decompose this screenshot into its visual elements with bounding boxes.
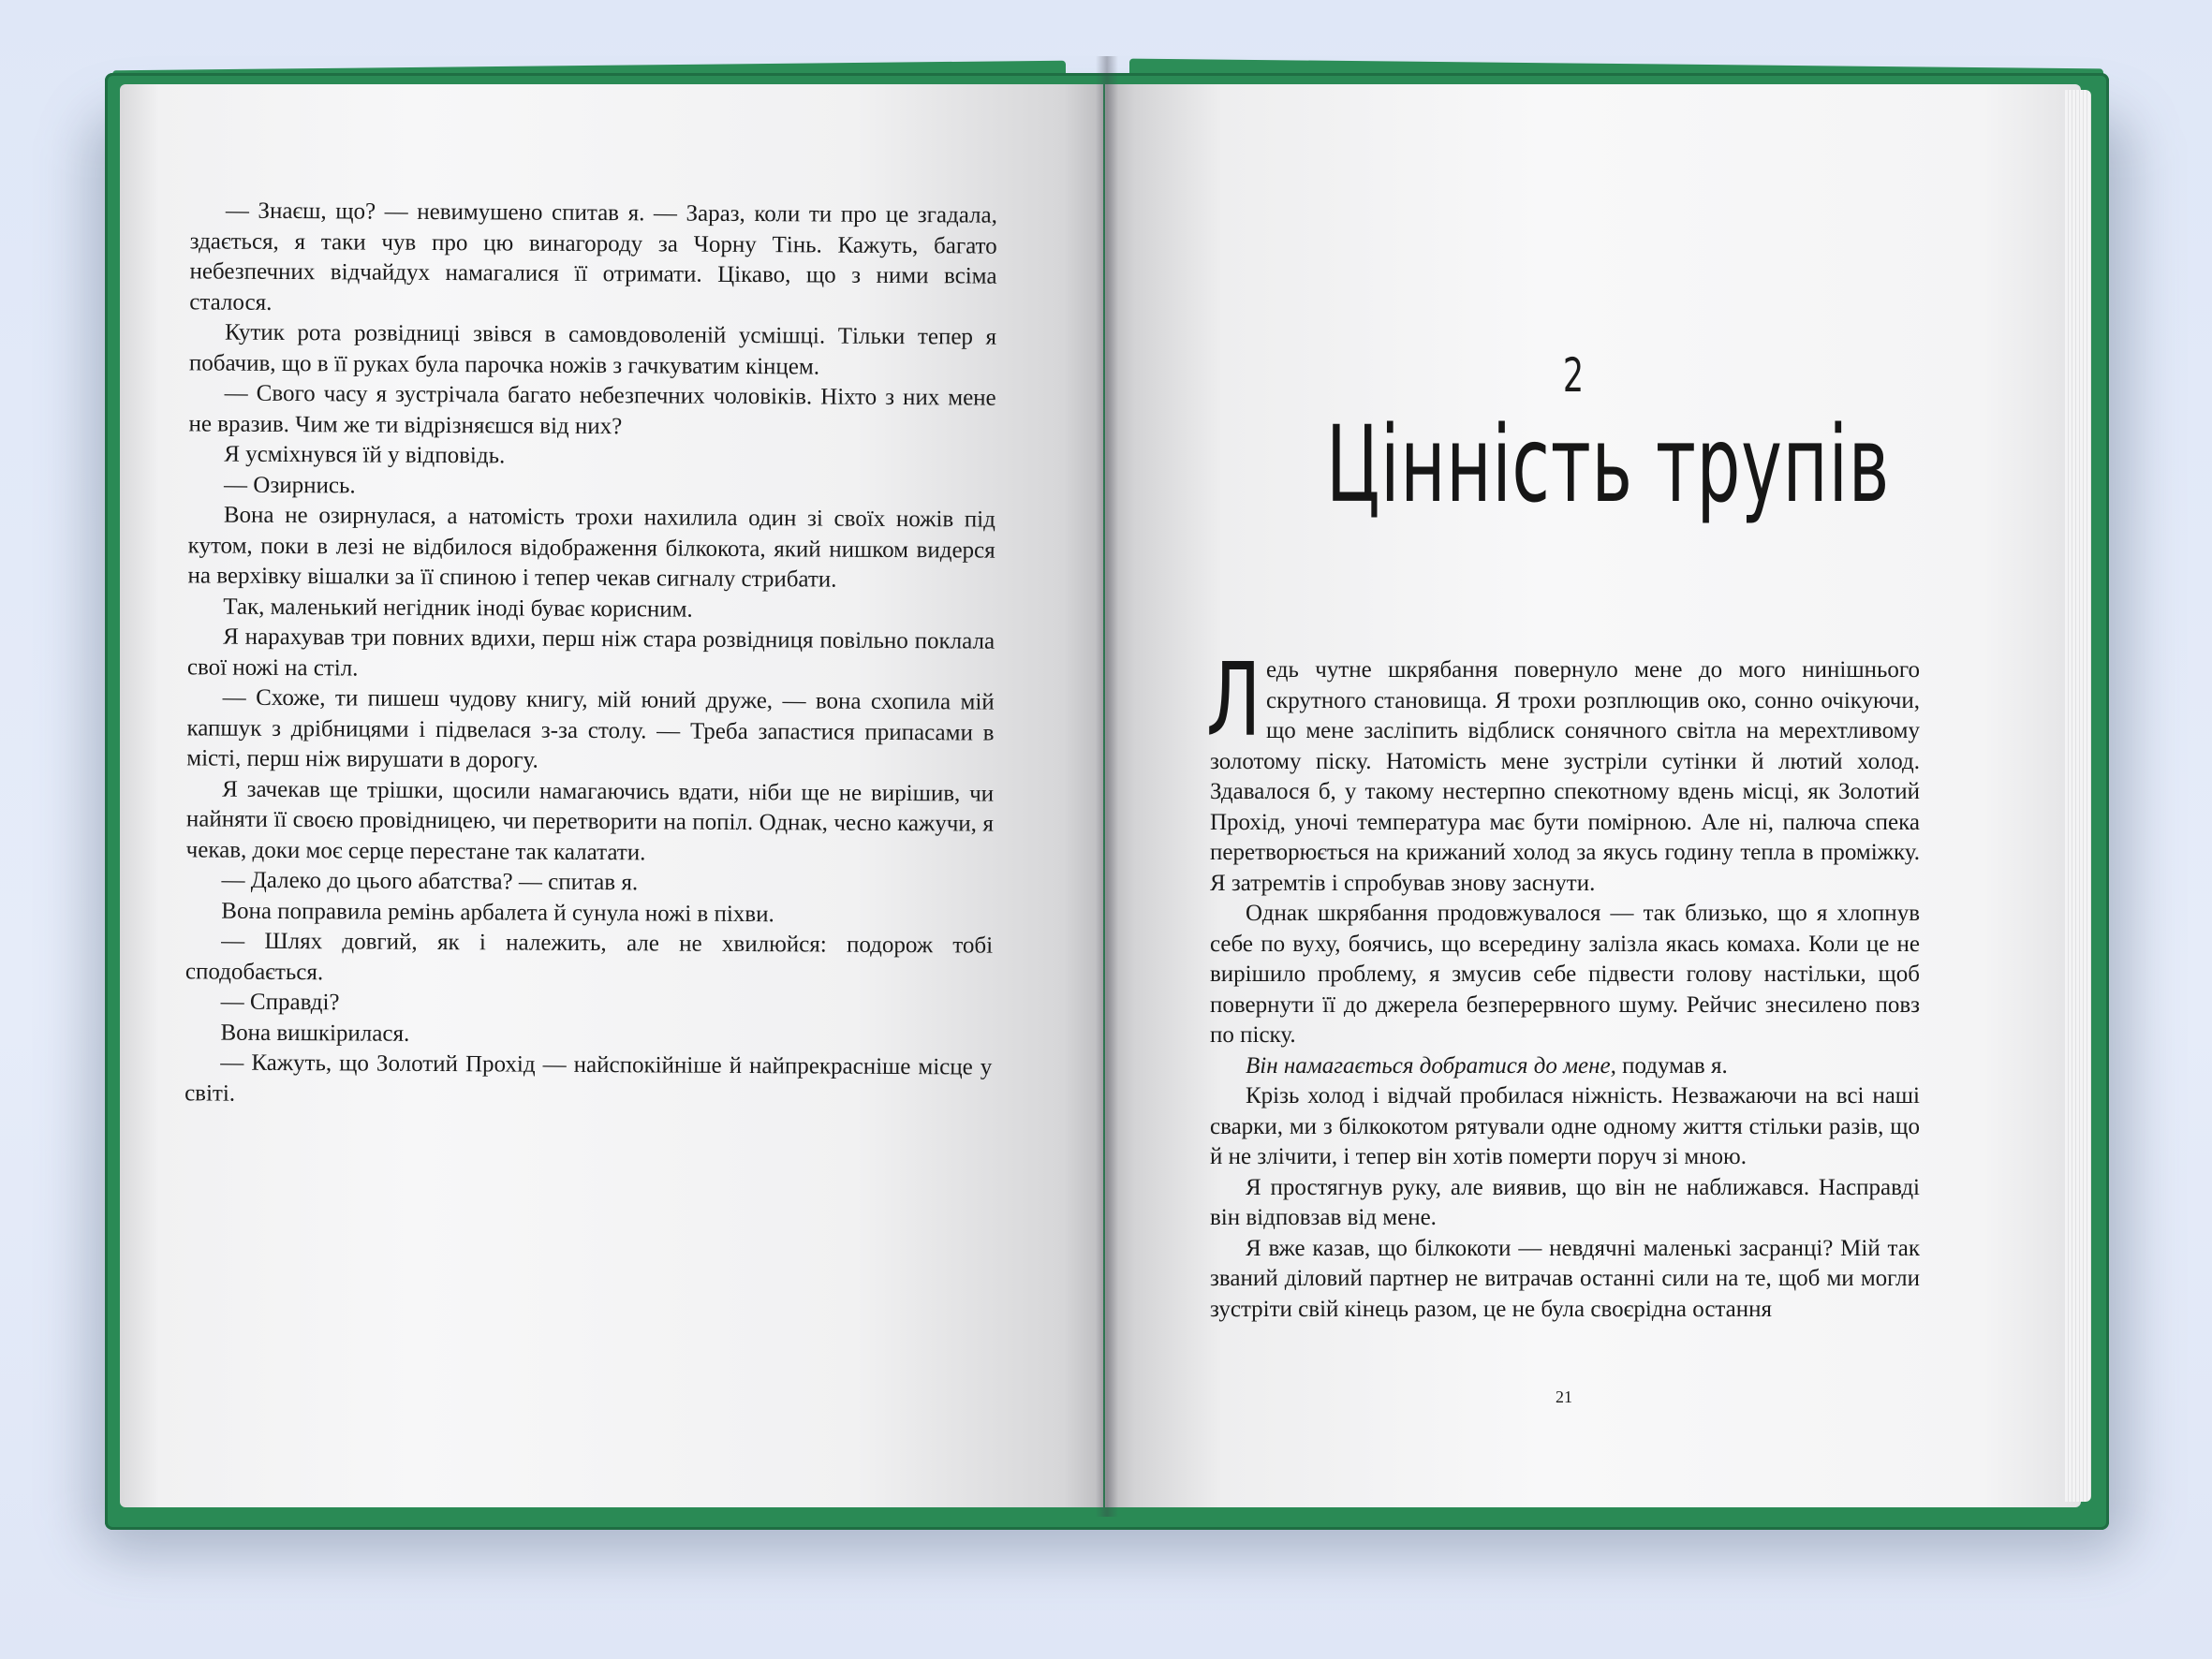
left-page-text bbox=[184, 196, 997, 1113]
page-number: 21 bbox=[1556, 1387, 1572, 1406]
italic-thought: Він намагається добратися до мене, bbox=[1246, 1052, 1616, 1079]
paragraph: Я усміхнувся їй у відповідь. bbox=[224, 441, 506, 469]
paragraph: Так, маленький негідник іноді буває корисним. bbox=[223, 594, 693, 623]
paragraph: — Свого часу я зустрічала багато небезпечних чоловіків. Ніхто з них мене не вразив. Чим же ти відрізняєшся від них? bbox=[188, 380, 996, 439]
page-stack-edge bbox=[2065, 90, 2091, 1502]
paragraph: — Шлях довгий, як і належить, але не хвилюйся: подорож тобі сподобається. bbox=[184, 928, 994, 985]
right-page-text bbox=[1206, 642, 1920, 1325]
paragraph: — Схоже, ти пишеш чудову книгу, мій юний друже, — вона схопила мій капшук з дрібницями і підвелася з-за столу. — Треба запастися припасами в місті, перш ніж вирушати в дорогу. bbox=[186, 684, 995, 773]
chapter-title: Цінність трупів bbox=[1326, 404, 1890, 526]
paragraph: — Знаєш, що? — невимушено спитав я. — Зараз, коли ти про це згадала, здається, я таки чув про цю винагороду за Чорну Тінь. Кажуть, багато небезпечних відчайдух намагалися її отримати. Цікаво, що з ними всіма сталося. bbox=[189, 198, 997, 316]
first-paragraph-text: едь чутне шкрябання повернуло мене до мого нинішнього скрутного становища. Я трохи розплющив око, сонно очікуючи, що мене засліпить відблиск сонячного світла на мерехтливому золотому піску. Натомість мене зустріли сутінки й лютий холод. Здавалося б, у такому нестерпно спекотному вдень місці, як Золотий Прохід, уночі температура має бути помірною. Але ні, палюча спека перетворюється на крижаний холод за якусь годину тепла в проміжку. Я затремтів і спробував знову заснути. bbox=[1210, 657, 1920, 896]
paragraph: Кутик рота розвідниці звівся в самовдоволеній усмішці. Тільки тепер я побачив, що в її руках була парочка ножів з гачкуватим кінцем. bbox=[188, 319, 997, 379]
chapter-number: 2 bbox=[1562, 348, 1585, 403]
drop-cap: Л bbox=[1206, 642, 1261, 759]
paragraph: — Кажуть, що Золотий Прохід — найспокійніше й найпрекрасніше місце у світі. bbox=[184, 1050, 993, 1107]
first-paragraph bbox=[1206, 642, 1920, 899]
paragraph: Я простягнув руку, але виявив, що він не наближався. Насправді він відповзав від мене. bbox=[1210, 1174, 1920, 1230]
paragraph: — Справді? bbox=[220, 989, 340, 1016]
paragraph-tail: подумав я. bbox=[1615, 1052, 1728, 1079]
paragraph: Я зачекав ще трішки, щосили намагаючись вдати, ніби ще не вирішив, чи найняти її своєю провідницею, чи перетворити на попіл. Однак, чесно кажучи, я чекав, доки моє серце перестане так калатати. bbox=[185, 776, 995, 865]
paragraph: Крізь холод і відчай пробилася ніжність. Незважаючи на всі наші сварки, ми з білкокотом рятували одне одному життя стільки разів, що й не злічити, і тепер він хотів померти поруч зі мною. bbox=[1210, 1083, 1920, 1169]
paragraph: Я нарахував три повних вдихи, перш ніж стара розвідниця повільно поклала свої ножі на стіл. bbox=[186, 624, 995, 681]
paragraph: Вона не озирнулася, а натомість трохи нахилила один зі своїх ножів під кутом, поки в лезі не відбилося відображення білкокота, який нишком видерся на верхівку вішалки за її спиною і тепер чекав сигналу стрибати. bbox=[187, 502, 995, 593]
paragraph: — Далеко до цього абатства? — спитав я. bbox=[221, 867, 639, 896]
paragraph: Вона поправила ремінь арбалета й сунула ножі в піхви. bbox=[221, 898, 774, 927]
paragraph: — Озирнись. bbox=[224, 472, 356, 498]
paragraph bbox=[1210, 1051, 1920, 1082]
paragraph: Вона вишкірилася. bbox=[220, 1020, 410, 1047]
paragraph: Я вже казав, що білкокоти — невдячні маленькі засранці? Мій так званий діловий партнер не витрачав останні сили на те, щоб ми могли зустріти свій кінець разом, це не була своєрідна остання bbox=[1210, 1235, 1920, 1322]
paragraph: Однак шкрябання продовжувалося — так близько, що я хлопнув себе по вуху, боячись, що всередину залізла якась комаха. Коли це не вирішило проблему, я змусив себе підвести голову настільки, щоб повернути її до джерела безперервного шуму. Рейчис знесилено повз по піску. bbox=[1210, 901, 1920, 1048]
book-gutter bbox=[1096, 56, 1118, 1517]
